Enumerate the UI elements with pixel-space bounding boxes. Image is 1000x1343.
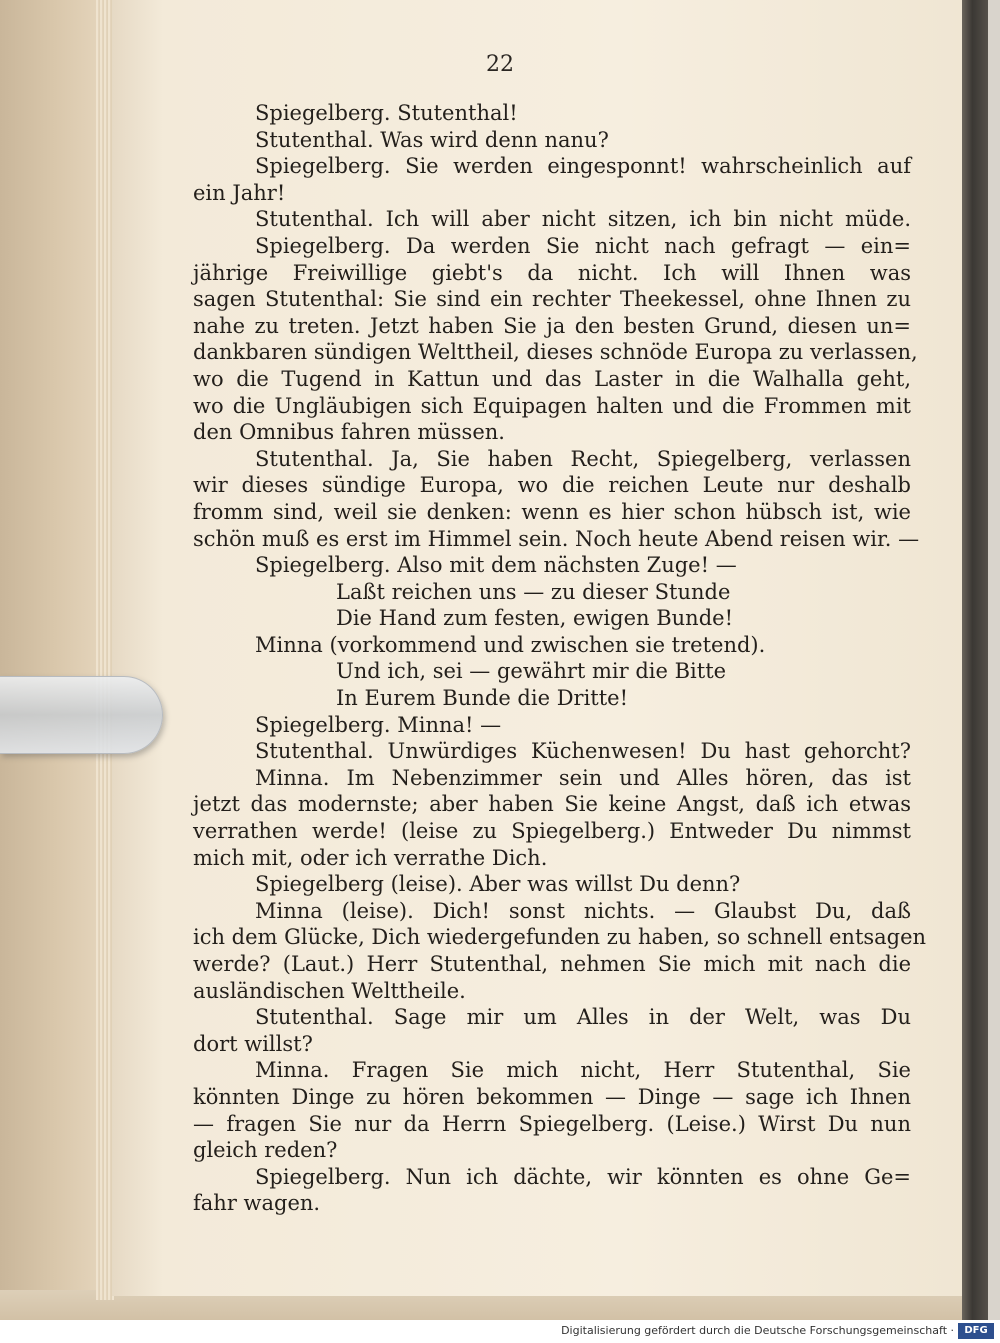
text-line: wir dieses sündige Europa, wo die reichen Leute nur deshalb <box>193 473 911 498</box>
text-line: Stutenthal. Ich will aber nicht sitzen, ich bin nicht müde. <box>255 207 911 232</box>
text-line: fahr wagen. <box>193 1191 321 1216</box>
text-line: könnten Dinge zu hören bekommen — Dinge — sage ich Ihnen <box>193 1084 911 1109</box>
text-line: — fragen Sie nur da Herrn Spiegelberg. (Leise.) Wirst Du nun <box>193 1111 911 1136</box>
text-line: Laßt reichen uns — zu dieser Stunde <box>336 579 731 604</box>
text-line: Spiegelberg (leise). Aber was willst Du denn? <box>255 872 741 897</box>
text-line: jährige Freiwillige giebt's da nicht. Ich will Ihnen was <box>193 260 911 285</box>
text-line: schön muß es erst im Himmel sein. Noch heute Abend reisen wir. — <box>193 526 920 551</box>
text-line: Spiegelberg. Nun ich dächte, wir könnten es ohne Ge= <box>255 1164 911 1189</box>
page-number: 22 <box>486 52 514 77</box>
text-line: Minna (vorkommend und zwischen sie tretend). <box>255 632 766 657</box>
text-line: nahe zu treten. Jetzt haben Sie ja den besten Grund, diesen un= <box>193 313 911 338</box>
text-line: fromm sind, weil sie denken: wenn es hier schon hübsch ist, wie <box>193 499 911 524</box>
text-line: wo die Ungläubigen sich Equipagen halten und die Frommen mit <box>193 393 911 418</box>
text-line: Spiegelberg. Minna! — <box>255 712 502 737</box>
text-line: mich mit, oder ich verrathe Dich. <box>193 845 548 870</box>
text-line: Die Hand zum festen, ewigen Bunde! <box>336 606 734 631</box>
text-line: ausländischen Welttheile. <box>193 978 466 1003</box>
text-line: ein Jahr! <box>193 180 286 205</box>
text-line: Stutenthal. Ja, Sie haben Recht, Spiegelberg, verlassen <box>255 446 911 471</box>
text-line: sagen Stutenthal: Sie sind ein rechter Theekessel, ohne Ihnen zu <box>193 287 911 312</box>
text-line: den Omnibus fahren müssen. <box>193 420 505 445</box>
footer-bar <box>0 1320 1000 1343</box>
scan-edge-right <box>988 0 1000 1320</box>
text-line: wo die Tugend in Kattun und das Laster in die Walhalla geht, <box>193 366 911 391</box>
text-line: Stutenthal. Was wird denn nanu? <box>255 127 609 152</box>
text-line: Minna (leise). Dich! sonst nichts. — Glaubst Du, daß <box>255 898 911 923</box>
text-line: In Eurem Bunde die Dritte! <box>336 686 629 711</box>
book-cover-left <box>0 0 100 1320</box>
funding-notice: Digitalisierung gefördert durch die Deutsche Forschungsgemeinschaft · <box>561 1324 954 1337</box>
text-line: ich dem Glücke, Dich wiedergefunden zu haben, so schnell entsagen <box>193 925 927 950</box>
text-line: Spiegelberg. Also mit dem nächsten Zuge! — <box>255 553 737 578</box>
text-line: dankbaren sündigen Welttheil, dieses schnöde Europa zu verlassen, <box>193 340 918 365</box>
page-text <box>193 100 927 1217</box>
text-line: Stutenthal. Sage mir um Alles in der Welt, was Du <box>255 1005 911 1030</box>
text-line: verrathen werde! (leise zu Spiegelberg.) Entweder Du nimmst <box>193 819 911 844</box>
text-line: Minna. Im Nebenzimmer sein und Alles hören, das ist <box>255 765 911 790</box>
text-line: werde? (Laut.) Herr Stutenthal, nehmen Sie mich mit nach die <box>193 952 911 976</box>
text-line: Und ich, sei — gewährt mir die Bitte <box>336 659 727 684</box>
text-line: gleich reden? <box>193 1138 338 1163</box>
text-line: Spiegelberg. Sie werden eingesponnt! wahrscheinlich auf <box>255 154 911 179</box>
book-binding-right <box>962 0 988 1320</box>
text-line: Spiegelberg. Stutenthal! <box>255 101 518 125</box>
text-line: Spiegelberg. Da werden Sie nicht nach gefragt — ein= <box>255 233 911 258</box>
page-clip <box>0 676 163 754</box>
text-line: Stutenthal. Unwürdiges Küchenwesen! Du hast gehorcht? <box>255 739 911 764</box>
text-line: Minna. Fragen Sie mich nicht, Herr Stutenthal, Sie <box>255 1058 911 1083</box>
dfg-logo: DFG <box>958 1323 994 1339</box>
text-line: dort willst? <box>193 1031 313 1056</box>
text-line: jetzt das modernste; aber haben Sie keine Angst, daß ich etwas <box>193 792 911 817</box>
